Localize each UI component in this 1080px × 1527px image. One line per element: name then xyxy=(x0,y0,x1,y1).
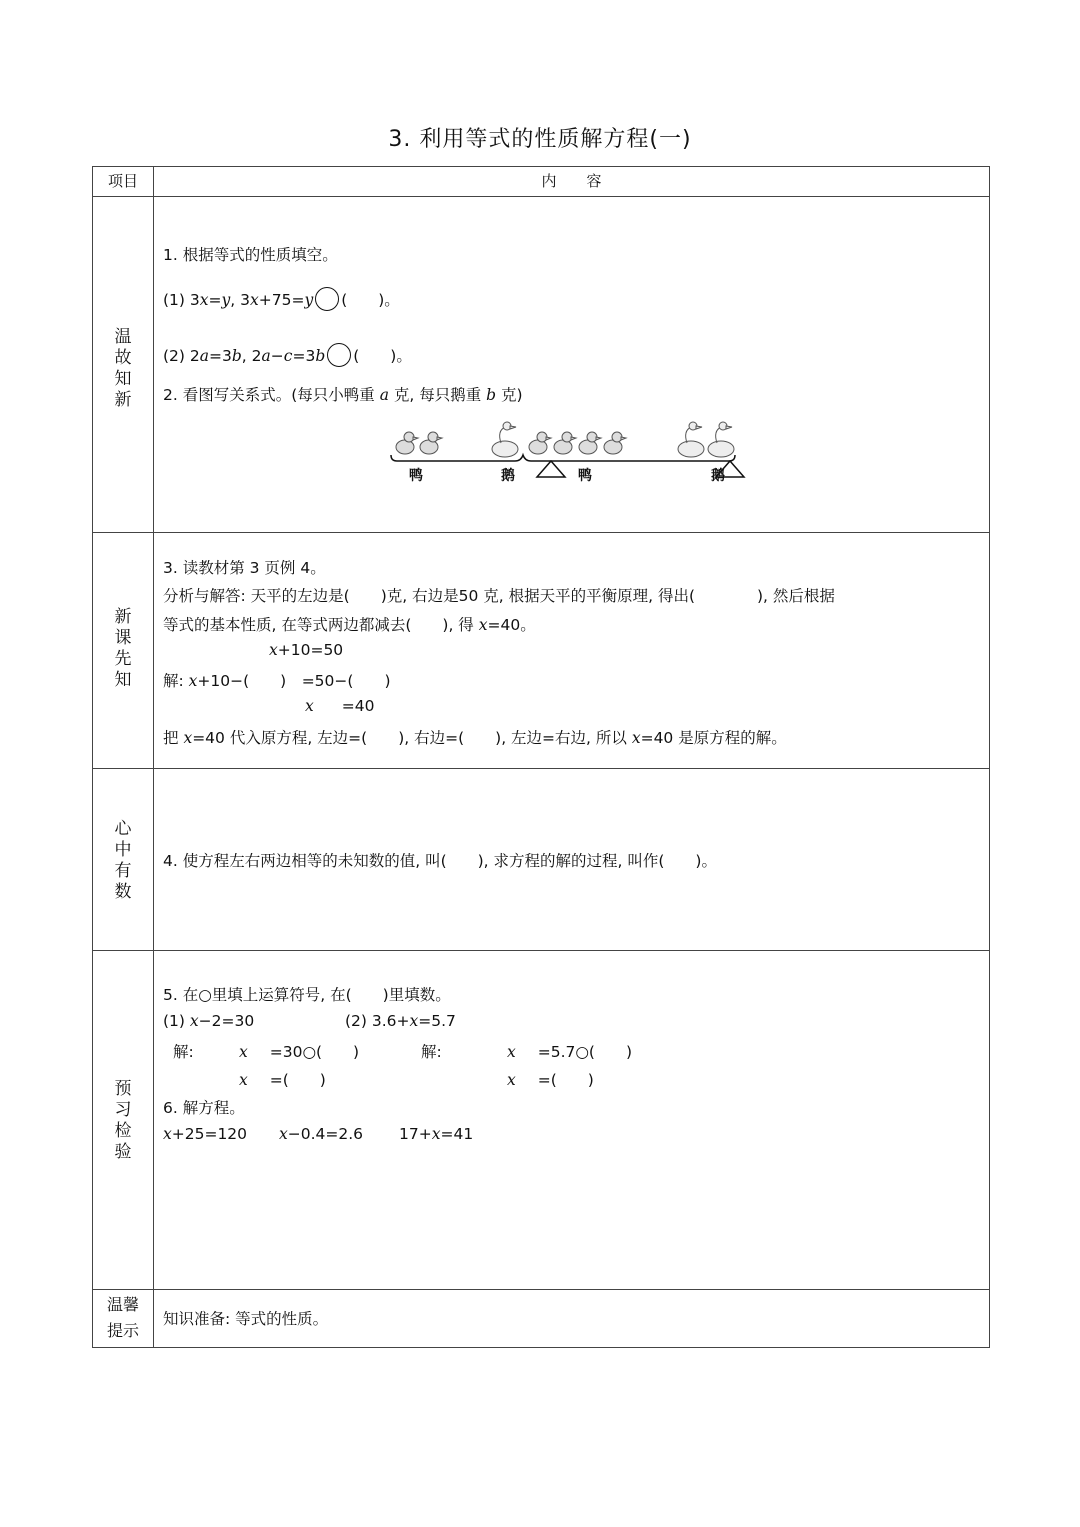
solution-label: 解: xyxy=(173,1043,194,1061)
scale-label-goose: 鹅 xyxy=(501,468,515,484)
section-label-review: 温 故 知 新 xyxy=(114,327,132,410)
question-5: 5. 在○里填上运算符号, 在( )里填数。 xyxy=(163,986,451,1004)
goose-icon xyxy=(492,422,518,457)
section-label-mind: 心 中 有 数 xyxy=(114,819,132,902)
equation-line-1: x+10=50 xyxy=(269,641,344,659)
question-6: 6. 解方程。 xyxy=(163,1099,245,1117)
analysis-line-2: 等式的基本性质, 在等式两边都减去( ), 得 x=40。 xyxy=(163,616,536,634)
operator-circle[interactable] xyxy=(315,287,339,311)
question-1-2: (2) 2a=3b, 2a−c=3b ( )。 xyxy=(163,343,412,367)
problem-2: (2) 3.6+x=5.7 xyxy=(345,1012,456,1030)
operator-circle[interactable] xyxy=(327,343,351,367)
row-divider xyxy=(93,768,989,769)
equation-line-3: x =40 xyxy=(305,697,375,715)
goose-icon xyxy=(678,422,734,457)
header-item: 项目 xyxy=(107,172,138,190)
page-title: 3. 利用等式的性质解方程(一) xyxy=(388,127,692,152)
equation-line-2: 解: x+10−( ) =50−( ) xyxy=(163,672,391,690)
row-divider xyxy=(93,532,989,533)
solution-label: 解: xyxy=(421,1043,442,1061)
column-divider xyxy=(153,167,154,1347)
question-1: 1. 根据等式的性质填空。 xyxy=(163,246,338,264)
equation-6-1: x+25=120 xyxy=(163,1125,248,1143)
section-label-check: 预 习 检 验 xyxy=(114,1079,132,1162)
scale-label-duck: 鸭 xyxy=(578,468,592,484)
problem-2-step-2: x =( ) xyxy=(507,1071,594,1089)
problem-1: (1) x−2=30 xyxy=(163,1012,255,1030)
question-3: 3. 读教材第 3 页例 4。 xyxy=(163,559,326,577)
scale-label-goose: 鹅 xyxy=(711,468,725,484)
balance-scale-illustration xyxy=(383,415,753,493)
check-line: 把 x=40 代入原方程, 左边=( ), 右边=( ), 左边=右边, 所以 x=40 是原方程的解。 xyxy=(163,729,787,747)
problem-1-step-1: x =30○( ) xyxy=(239,1043,360,1061)
question-4: 4. 使方程左右两边相等的未知数的值, 叫( ), 求方程的解的过程, 叫作( )。 xyxy=(163,852,717,870)
duck-icon xyxy=(529,432,626,454)
problem-1-step-2: x =( ) xyxy=(239,1071,326,1089)
row-divider xyxy=(93,196,989,197)
scale-label-duck: 鸭 xyxy=(409,468,423,484)
header-content: 内 容 xyxy=(541,172,602,190)
tip-text: 知识准备: 等式的性质。 xyxy=(163,1310,329,1328)
row-divider xyxy=(93,950,989,951)
equation-6-2: x−0.4=2.6 xyxy=(279,1125,364,1143)
analysis-line-1: 分析与解答: 天平的左边是( )克, 右边是50 克, 根据天平的平衡原理, 得出( ), 然后根据 xyxy=(163,587,835,605)
question-1-1: (1) 3x=y, 3x+75=y ( )。 xyxy=(163,287,400,311)
section-label-tip: 温馨 提示 xyxy=(106,1295,139,1340)
row-divider xyxy=(93,1289,989,1290)
equation-6-3: 17+x=41 xyxy=(399,1125,474,1143)
question-2: 2. 看图写关系式。(每只小鸭重 a 克, 每只鹅重 b 克) xyxy=(163,386,523,404)
worksheet-table xyxy=(92,166,990,1348)
problem-2-step-1: x =5.7○( ) xyxy=(507,1043,633,1061)
duck-icon xyxy=(396,432,442,454)
section-label-preview: 新 课 先 知 xyxy=(114,607,132,690)
